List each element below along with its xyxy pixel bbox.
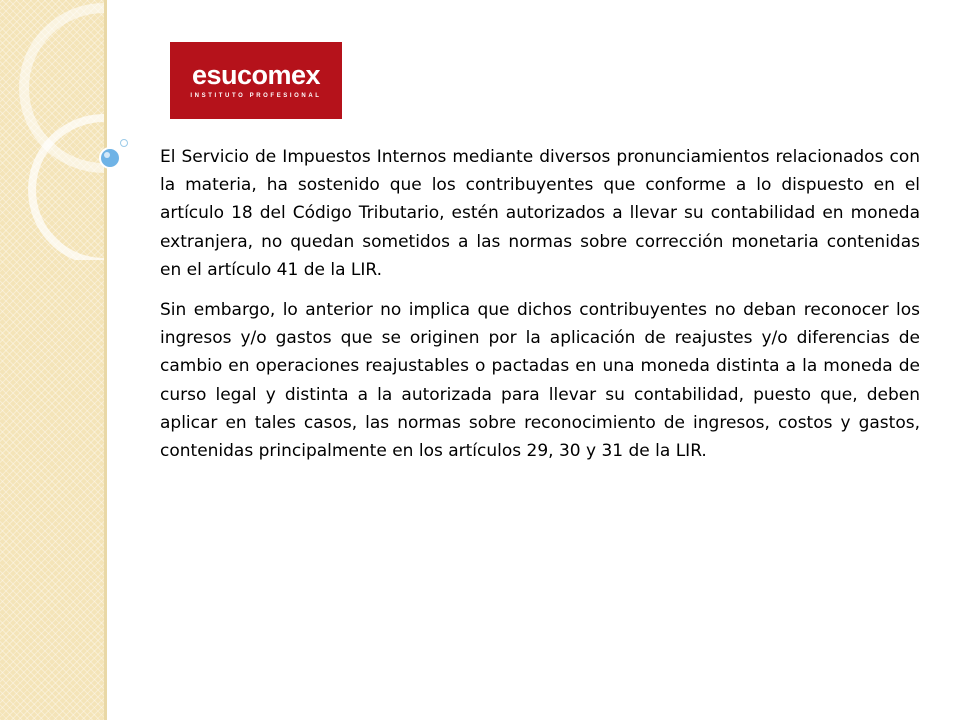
large-ring-arc	[24, 8, 104, 168]
esucomex-logo	[170, 42, 342, 119]
paragraph-2: Sin embargo, lo anterior no implica que dichos contribuyentes no deban reconocer los ingresos y/o gastos que se originen por la aplicación de reajustes y/o diferencias de cambio en operaciones reajustables o pactadas en una moneda distinta a la moneda de curso legal y distinta a la autorizada para llevar su contabilidad, puesto que, deben aplicar en tales casos, las normas sobre reconocimiento de ingresos, costos y gastos, contenidas principalmente en los artículos 29, 30 y 31 de la LIR.	[160, 300, 920, 462]
slide-body	[160, 143, 920, 477]
small-bubble-icon	[121, 140, 128, 147]
blue-bubble-icon	[100, 148, 120, 168]
logo-subtitle: INSTITUTO PROFESIONAL	[190, 93, 322, 99]
paragraph-1: El Servicio de Impuestos Internos mediante diversos pronunciamientos relacionados con la materia, ha sostenido que los contribuyentes que conforme a lo dispuesto en el artículo 18 del Código Tributario, estén autorizados a llevar su contabilidad en moneda extranjera, no quedan sometidos a las normas sobre corrección monetaria contenidas en el artículo 41 de la LIR.	[160, 147, 920, 280]
bubble-highlight	[104, 152, 110, 158]
logo-wordmark: esucomex	[191, 60, 321, 90]
